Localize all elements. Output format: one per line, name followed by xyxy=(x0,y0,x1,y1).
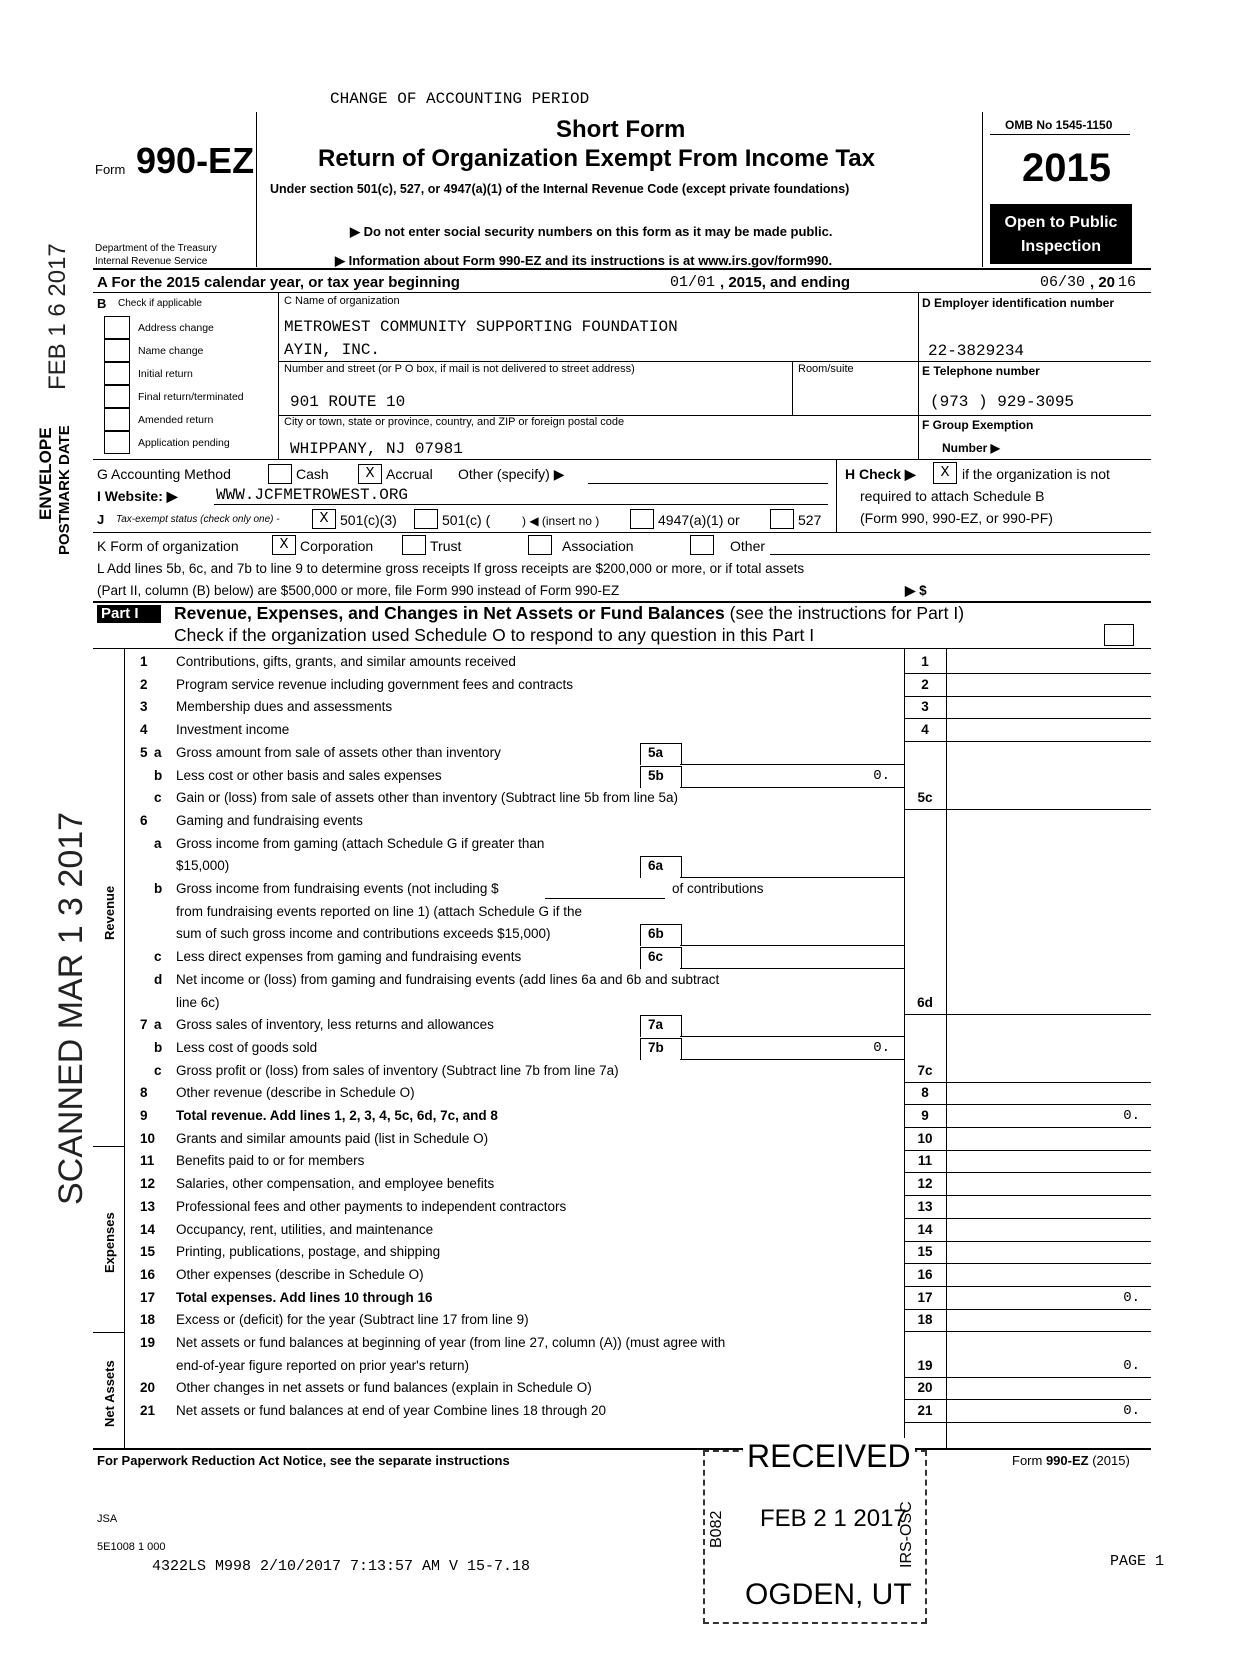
phone-label: E Telephone number xyxy=(922,364,1040,378)
inspection-label: Inspection xyxy=(1020,238,1101,255)
line-description: Other expenses (describe in Schedule O) xyxy=(176,1267,424,1282)
line-description: Program service revenue including government fees and contracts xyxy=(176,677,573,692)
inner-box-label: 7b xyxy=(648,1040,664,1055)
line-number: 12 xyxy=(140,1176,156,1191)
scanned-stamp: SCANNED MAR 1 3 2017 xyxy=(52,811,90,1205)
website-url[interactable]: WWW.JCFMETROWEST.ORG xyxy=(216,486,409,504)
line-description: Gross profit or (loss) from sales of inventory (Subtract line 7b from line 7a) xyxy=(176,1063,619,1078)
line-description: Gross sales of inventory, less returns and allowances xyxy=(176,1017,494,1032)
omb-number: OMB No 1545-1150 xyxy=(1005,118,1113,132)
city-state-zip: WHIPPANY, NJ 07981 xyxy=(290,440,463,458)
section-b-checkbox[interactable] xyxy=(104,385,130,408)
line-description: Less direct expenses from gaming and fundraising events xyxy=(176,949,522,964)
line-box-label: 3 xyxy=(921,699,929,714)
section-b-item-label: Name change xyxy=(138,345,204,357)
line-number: 16 xyxy=(140,1267,156,1282)
line-amount[interactable]: 0. xyxy=(1123,1108,1140,1124)
section-b-item-label: Final return/terminated xyxy=(138,391,244,403)
accrual-checkbox[interactable]: X xyxy=(358,464,382,484)
line-description: Total expenses. Add lines 10 through 16 xyxy=(176,1290,433,1305)
ssn-note: ▶ Do not enter social security numbers on this form as it may be made public. xyxy=(350,224,833,239)
501c3-label: 501(c)(3) xyxy=(340,512,397,528)
line-sub-letter: a xyxy=(154,836,162,851)
line-sub-letter: b xyxy=(154,768,163,783)
line-description: Gross amount from sale of assets other than inventory xyxy=(176,745,501,760)
line-number: 13 xyxy=(140,1199,156,1214)
corporation-checkbox[interactable]: X xyxy=(272,535,296,555)
line-number: 21 xyxy=(140,1403,156,1418)
tax-exempt-title: Tax-exempt status (check only one) - xyxy=(116,514,280,525)
schedule-b-text2: required to attach Schedule B xyxy=(860,488,1045,504)
tax-year-mid: , 2015, and ending xyxy=(720,274,851,291)
section-b-checkbox[interactable] xyxy=(104,408,130,431)
trust-label: Trust xyxy=(430,538,462,554)
corporation-label: Corporation xyxy=(300,538,374,554)
accounting-method-label: G Accounting Method xyxy=(97,466,231,482)
trust-checkbox[interactable] xyxy=(402,535,426,555)
line-description: Gain or (loss) from sale of assets other than inventory (Subtract line 5b from line 5a) xyxy=(176,790,678,805)
inner-box-label: 6a xyxy=(648,858,664,873)
line-description: Net income or (loss) from gaming and fundraising events (add lines 6a and 6b and subtract xyxy=(176,972,720,987)
line-sub-letter: d xyxy=(154,972,163,987)
change-accounting-note: CHANGE OF ACCOUNTING PERIOD xyxy=(330,90,590,108)
line-description: Less cost or other basis and sales expenses xyxy=(176,768,442,783)
net-assets-side-label: Net Assets xyxy=(102,1360,117,1427)
line-description: Investment income xyxy=(176,722,290,737)
line-sub-letter: b xyxy=(154,1040,163,1055)
form-prefix: Form xyxy=(95,162,126,177)
inner-box-label: 7a xyxy=(648,1017,664,1032)
room-suite-label: Room/suite xyxy=(798,363,854,375)
envelope-label: ENVELOPE xyxy=(36,427,55,520)
short-form-label: Short Form xyxy=(556,116,686,143)
form-of-org-label: K Form of organization xyxy=(97,538,239,554)
inner-box-label: 5a xyxy=(648,745,664,760)
form-footer-number: 990-EZ xyxy=(1045,1453,1089,1468)
jsa-label: JSA xyxy=(97,1513,118,1525)
line-box-label: 8 xyxy=(921,1085,929,1100)
dept-treasury: Department of the Treasury xyxy=(95,243,217,254)
line-description: Gaming and fundraising events xyxy=(176,813,363,828)
527-checkbox[interactable] xyxy=(770,509,794,529)
line-box-label: 17 xyxy=(917,1290,933,1305)
tax-year-end: 06/30 xyxy=(1040,274,1086,291)
line-box-label: 6d xyxy=(917,995,933,1010)
line-amount[interactable]: 0. xyxy=(1123,1358,1140,1374)
527-label: 527 xyxy=(798,512,822,528)
section-b-title: Check if applicable xyxy=(118,298,202,309)
open-to-public: Open to Public xyxy=(1004,214,1118,231)
cash-checkbox[interactable] xyxy=(268,464,292,484)
group-number-label: Number ▶ xyxy=(942,441,1000,455)
line-description: end-of-year figure reported on prior year's return) xyxy=(176,1358,469,1373)
line-description: line 6c) xyxy=(176,995,220,1010)
received-stamp-title: RECEIVED xyxy=(743,1438,915,1475)
line-number: 1 xyxy=(140,654,148,669)
form-footer-prefix: Form xyxy=(1012,1453,1046,1468)
section-b-checkbox[interactable] xyxy=(104,339,130,362)
line-description-tail: of contributions xyxy=(672,881,764,896)
website-label: I Website: ▶ xyxy=(97,488,178,504)
line-sub-letter: c xyxy=(154,949,162,964)
inner-box-label: 6b xyxy=(648,926,664,941)
line-description: Benefits paid to or for members xyxy=(176,1153,365,1168)
dept-irs: Internal Revenue Service xyxy=(95,256,208,267)
other-method-label: Other (specify) ▶ xyxy=(458,466,565,482)
section-b-item-label: Amended return xyxy=(138,414,214,426)
tax-year-end-prefix: , 20 xyxy=(1090,274,1116,291)
line-description: Total revenue. Add lines 1, 2, 3, 4, 5c, 6d, 7c, and 8 xyxy=(176,1108,498,1123)
line-description: Other changes in net assets or fund balances (explain in Schedule O) xyxy=(176,1380,592,1395)
line-number: 17 xyxy=(140,1290,156,1305)
line-number: 11 xyxy=(140,1153,155,1168)
schedule-b-text3: (Form 990, 990-EZ, or 990-PF) xyxy=(860,510,1053,526)
line-box-label: 9 xyxy=(921,1108,929,1123)
line-amount[interactable]: 0. xyxy=(1123,1290,1140,1306)
line-number: 10 xyxy=(140,1131,156,1146)
line-box-label: 1 xyxy=(921,654,929,669)
info-note: ▶ Information about Form 990-EZ and its instructions is at www.irs.gov/form990. xyxy=(335,253,833,268)
line-description: Occupancy, rent, utilities, and maintenance xyxy=(176,1222,434,1237)
line-box-label: 14 xyxy=(917,1222,933,1237)
line-number: 7 xyxy=(140,1017,148,1032)
section-b-checkbox[interactable] xyxy=(104,362,130,385)
line-box-label: 20 xyxy=(917,1380,933,1395)
paperwork-notice: For Paperwork Reduction Act Notice, see the separate instructions xyxy=(97,1453,510,1468)
501c-label: 501(c) ( xyxy=(442,512,491,528)
line-description: Professional fees and other payments to independent contractors xyxy=(176,1199,567,1214)
4947-label: 4947(a)(1) or xyxy=(658,512,740,528)
batch-info: 4322LS M998 2/10/2017 7:13:57 AM V 15-7.18 xyxy=(152,1558,531,1575)
line-box-label: 15 xyxy=(917,1244,933,1259)
inner-box-amount[interactable]: 0. xyxy=(873,1040,890,1056)
section-b-item-label: Initial return xyxy=(138,368,193,380)
form-number: 990-EZ xyxy=(136,140,255,181)
expenses-side-label: Expenses xyxy=(102,1212,117,1273)
line-number: 15 xyxy=(140,1244,156,1259)
line-number: 3 xyxy=(140,699,148,714)
line-number: 5 xyxy=(140,745,148,760)
line-description: from fundraising events reported on line 1) (attach Schedule G if the xyxy=(176,904,582,919)
line-description: Grants and similar amounts paid (list in Schedule O) xyxy=(176,1131,489,1146)
line-box-label: 19 xyxy=(917,1358,933,1373)
postmark-label: POSTMARK DATE xyxy=(56,425,73,555)
insert-no-label: ) ◀ (insert no ) xyxy=(522,514,600,528)
accrual-label: Accrual xyxy=(386,466,433,482)
501c3-checkbox[interactable]: X xyxy=(312,509,336,529)
line-description: Salaries, other compensation, and employee benefits xyxy=(176,1176,495,1191)
line-description: Contributions, gifts, grants, and similar amounts received xyxy=(176,654,516,669)
line-l-text1: L Add lines 5b, 6c, and 7b to line 9 to determine gross receipts If gross receipts are $200,000 or more, or if total assets xyxy=(97,561,805,576)
line-box-label: 4 xyxy=(921,722,929,737)
line-description: Other revenue (describe in Schedule O) xyxy=(176,1085,415,1100)
cash-label: Cash xyxy=(296,466,329,482)
line-box-label: 12 xyxy=(917,1176,933,1191)
line-number: 18 xyxy=(140,1312,156,1327)
line-number: 2 xyxy=(140,677,148,692)
phone-value: (973 ) 929-3095 xyxy=(930,393,1075,411)
line-description: Gross income from fundraising events (not including $ xyxy=(176,881,499,896)
postmark-date-stamp: FEB 1 6 2017 xyxy=(44,243,71,390)
line-description: Gross income from gaming (attach Schedule G if greater than xyxy=(176,836,545,851)
form-footer-ref xyxy=(1012,1453,1130,1468)
form-code: 5E1008 1 000 xyxy=(97,1541,166,1553)
association-checkbox[interactable] xyxy=(528,535,552,555)
section-b-checkbox[interactable] xyxy=(104,316,130,339)
line-l-arrow: ▶ $ xyxy=(905,583,927,598)
line-box-label: 16 xyxy=(917,1267,933,1282)
form-footer-year: (2015) xyxy=(1088,1453,1130,1468)
line-amount[interactable]: 0. xyxy=(1123,1403,1140,1419)
tax-year-end-year: 16 xyxy=(1118,274,1137,291)
form-subtitle: Under section 501(c), 527, or 4947(a)(1) of the Internal Revenue Code (except private foundations) xyxy=(270,182,850,196)
ein-value: 22-3829234 xyxy=(928,342,1025,360)
inner-box-label: 5b xyxy=(648,768,664,783)
line-sub-letter: a xyxy=(154,745,162,760)
line-description: Net assets or fund balances at beginning of year (from line 27, column (A)) (must agree with xyxy=(176,1335,726,1350)
tax-exempt-label: J xyxy=(97,512,105,527)
part1-tag: Part I xyxy=(97,605,161,623)
group-exemption-label: F Group Exemption xyxy=(922,418,1034,432)
received-stamp-city: OGDEN, UT xyxy=(745,1578,912,1611)
line-description: Membership dues and assessments xyxy=(176,699,393,714)
page-number: PAGE 1 xyxy=(1110,1553,1165,1570)
org-name-label: C Name of organization xyxy=(284,295,400,307)
line-box-label: 10 xyxy=(917,1131,933,1146)
line-description: Net assets or fund balances at end of year Combine lines 18 through 20 xyxy=(176,1403,607,1418)
line-number: 8 xyxy=(140,1085,148,1100)
line-number: 9 xyxy=(140,1108,148,1123)
schedule-b-text1: if the organization is not xyxy=(962,466,1110,482)
line-box-label: 13 xyxy=(917,1199,933,1214)
street-label: Number and street (or P O box, if mail is not delivered to street address) xyxy=(284,363,635,375)
other-org-checkbox[interactable] xyxy=(690,535,714,555)
part1-title xyxy=(174,603,964,624)
received-stamp-code: B082 xyxy=(708,1510,725,1548)
line-box-label: 18 xyxy=(917,1312,933,1327)
line-box-label: 5c xyxy=(917,790,933,805)
part1-title-suffix: (see the instructions for Part I) xyxy=(724,603,965,623)
line-sub-letter: b xyxy=(154,881,163,896)
4947-checkbox[interactable] xyxy=(630,509,654,529)
street-address: 901 ROUTE 10 xyxy=(290,393,406,411)
schedule-o-checkbox[interactable] xyxy=(1104,624,1134,646)
part1-check-line: Check if the organization used Schedule O to respond to any question in this Part I xyxy=(174,625,815,645)
section-b-item-label: Address change xyxy=(138,322,214,334)
inner-box-amount[interactable]: 0. xyxy=(873,768,890,784)
tax-year-begin: 01/01 xyxy=(670,274,716,291)
org-name-line1: METROWEST COMMUNITY SUPPORTING FOUNDATION xyxy=(284,318,678,336)
line-number: 6 xyxy=(140,813,148,828)
line-box-label: 2 xyxy=(921,677,929,692)
line-l-text2: (Part II, column (B) below) are $500,000 or more, file Form 990 instead of Form 990-EZ xyxy=(97,583,620,598)
line-number: 14 xyxy=(140,1222,156,1237)
received-stamp-office: IRS-OSC xyxy=(898,1501,915,1568)
line-description: Excess or (deficit) for the year (Subtract line 17 from line 9) xyxy=(176,1312,529,1327)
received-stamp-date: FEB 2 1 2017 xyxy=(760,1505,907,1532)
line-sub-letter: a xyxy=(154,1017,162,1032)
line-description: Less cost of goods sold xyxy=(176,1040,318,1055)
line-number: 20 xyxy=(140,1380,156,1395)
line-sub-letter: c xyxy=(154,790,162,805)
other-org-label: Other xyxy=(730,538,766,554)
line-number: 4 xyxy=(140,722,148,737)
schedule-b-check-label: H Check ▶ xyxy=(845,466,916,482)
line-description: $15,000) xyxy=(176,858,230,873)
part1-title-bold: Revenue, Expenses, and Changes in Net Assets or Fund Balances xyxy=(174,603,725,623)
line-box-label: 21 xyxy=(917,1403,933,1418)
ein-label: D Employer identification number xyxy=(922,296,1115,310)
line-box-label: 7c xyxy=(917,1063,933,1078)
form-title: Return of Organization Exempt From Income Tax xyxy=(318,145,875,172)
city-label: City or town, state or province, country, and ZIP or foreign postal code xyxy=(284,416,625,428)
line-a-label: A For the 2015 calendar year, or tax year beginning xyxy=(97,274,460,291)
line-sub-letter: c xyxy=(154,1063,162,1078)
inner-box-label: 6c xyxy=(648,949,664,964)
schedule-b-checkbox[interactable]: X xyxy=(933,462,957,484)
501c-checkbox[interactable] xyxy=(414,509,438,529)
revenue-side-label: Revenue xyxy=(102,885,117,940)
section-b-label: B xyxy=(97,296,107,311)
line-description: sum of such gross income and contributions exceeds $15,000) xyxy=(176,926,551,941)
section-b-item-label: Application pending xyxy=(138,437,230,449)
section-b-checkbox[interactable] xyxy=(104,431,130,454)
tax-year: 2015 xyxy=(1022,146,1111,190)
line-number: 19 xyxy=(140,1335,156,1350)
association-label: Association xyxy=(562,538,634,554)
line-description: Printing, publications, postage, and shipping xyxy=(176,1244,441,1259)
line-box-label: 11 xyxy=(917,1153,933,1168)
org-name-line2: AYIN, INC. xyxy=(284,341,381,359)
